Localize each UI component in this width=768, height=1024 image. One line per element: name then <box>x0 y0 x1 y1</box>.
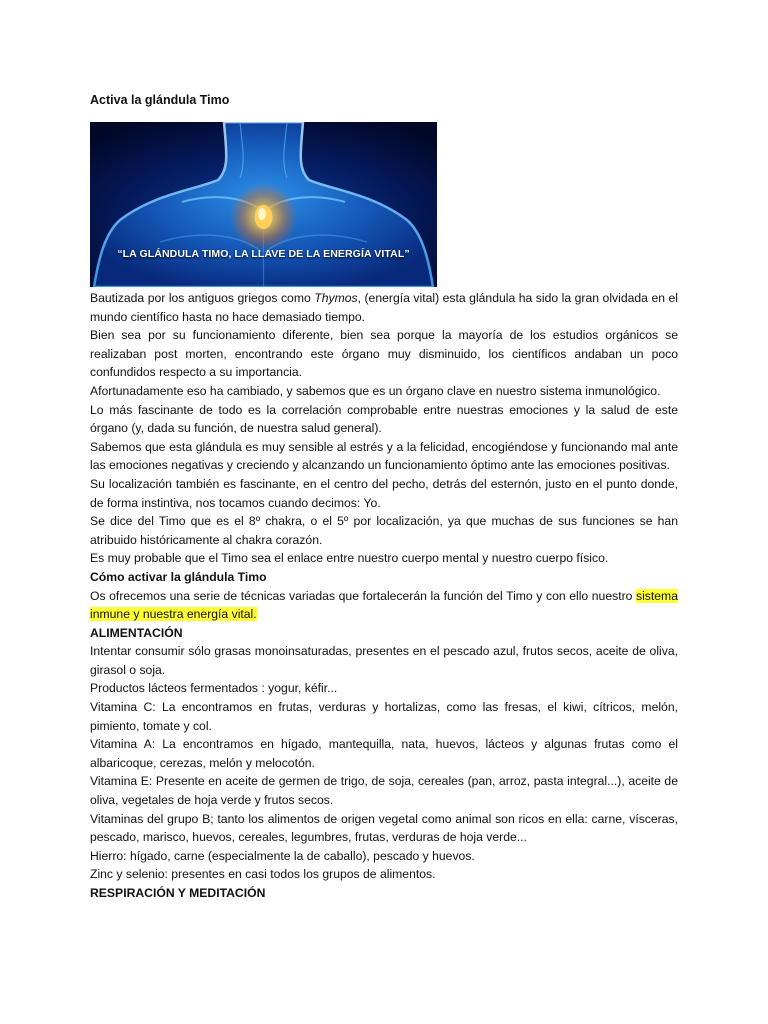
food-item: Intentar consumir sólo grasas monoinsaturadas, presentes en el pescado azul, frutos secos, aceite de oliva, girasol o soja. <box>90 644 678 677</box>
document-title: Activa la glándula Timo <box>90 93 230 107</box>
thymus-illustration <box>90 122 437 287</box>
paragraph: Afortunadamente eso ha cambiado, y sabemos que es un órgano clave en nuestro sistema inmunológico. <box>90 383 661 398</box>
food-item: Vitamina E: Presente en aceite de germen de trigo, de soja, cereales (pan, arroz, pasta integral...), aceite de oliva, vegetales de hoja verde y frutos secos. <box>90 774 678 808</box>
food-item: Hierro: hígado, carne (especialmente la de caballo), pescado y huevos. <box>90 848 475 863</box>
section-heading-activate: Cómo activar la glándula Timo <box>90 569 267 584</box>
paragraph: Lo más fascinante de todo es la correlación comprobable entre nuestras emociones y la salud de este órgano (y, dada su función, de nuestra salud general). <box>90 402 678 436</box>
food-item: Vitaminas del grupo B; tanto los alimentos de origen vegetal como animal son ricos en ella: carne, vísceras, pescado, marisco, huevos, cereales, legumbres, frutas, verduras de hoja verde... <box>90 811 678 845</box>
glowing-torso-illustration <box>90 122 437 287</box>
section-heading-breath: RESPIRACIÓN Y MEDITACIÓN <box>90 886 266 900</box>
food-item: Vitamina A: La encontramos en hígado, mantequilla, nata, huevos, lácteos y algunas frutas como el albaricoque, cerezas, melón y melocotón. <box>90 737 678 770</box>
paragraph <box>90 289 678 326</box>
paragraph: Sabemos que esta glándula es muy sensible al estrés y a la felicidad, encogiéndose y funcionando mal ante las emociones negativas y creciendo y alcanzando un funcionamiento óptimo ante las emociones positivas. <box>90 439 678 473</box>
paragraph-text: Os ofrecemos una serie de técnicas variadas que fortalecerán la función del Timo y con ello nuestro <box>90 588 636 603</box>
highlighted-text: sistema inmune y nuestra energía vital. <box>90 588 678 622</box>
food-item: Zinc y selenio: presentes en casi todos los grupos de alimentos. <box>90 867 436 882</box>
paragraph: Es muy probable que el Timo sea el enlace entre nuestro cuerpo mental y nuestro cuerpo físico. <box>90 551 609 566</box>
image-caption: “LA GLÁNDULA TIMO, LA LLAVE DE LA ENERGÍA VITAL” <box>117 248 410 260</box>
section-heading-food: ALIMENTACIÓN <box>90 625 183 640</box>
food-item: Vitamina C: La encontramos en frutas, verduras y hortalizas, como las fresas, el kiwi, cítricos, melón, pimiento, tomate y col. <box>90 700 678 733</box>
paragraph: Bien sea por su funcionamiento diferente, bien sea porque la mayoría de los estudios orgánicos se realizaban post morten, encontrando este órgano muy disminuido, los científicos andaban un poco confundidos respecto a su importancia. <box>90 328 678 380</box>
thymos-term: Thymos <box>314 291 358 305</box>
paragraph-text: , (energía vital) esta glándula ha sido la gran olvidada en el mundo científico hasta no hace demasiado tiempo. <box>90 291 678 324</box>
article-body <box>90 289 678 903</box>
intro-paragraph <box>90 587 678 624</box>
food-item: Productos lácteos fermentados : yogur, kéfir... <box>90 681 338 696</box>
paragraph: Se dice del Timo que es el 8º chakra, o el 5º por localización, ya que muchas de sus funciones se han atribuido históricamente al chakra corazón. <box>90 514 678 547</box>
paragraph: Su localización también es fascinante, en el centro del pecho, detrás del esternón, justo en el punto donde, de forma instintiva, nos tocamos cuando decimos: Yo. <box>90 476 678 510</box>
paragraph-text: Bautizada por los antiguos griegos como <box>90 291 315 305</box>
